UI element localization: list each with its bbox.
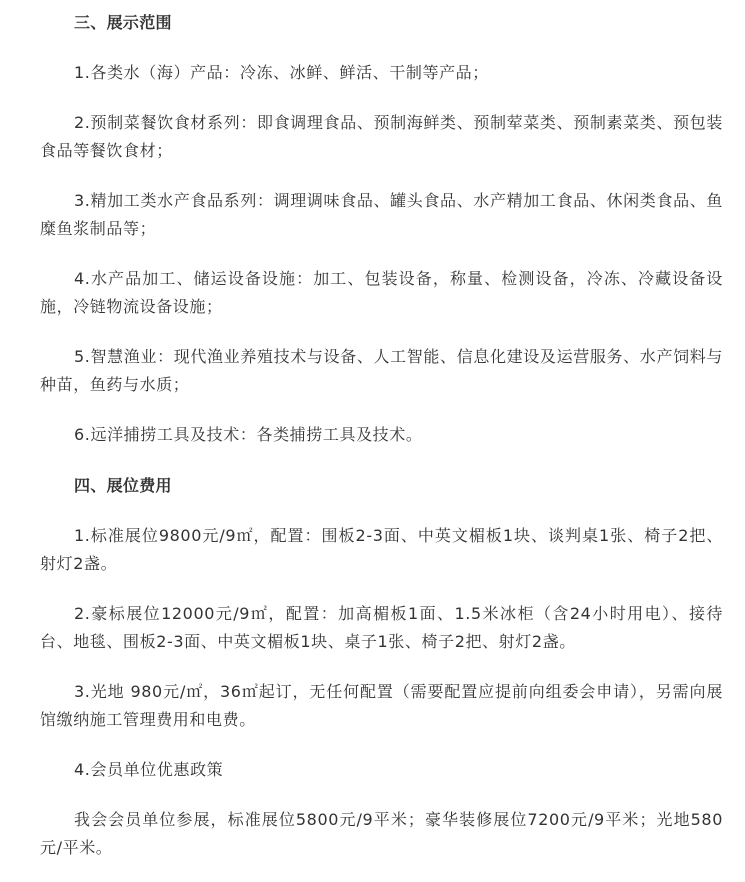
exhibit-scope-item-6: 6.远洋捕捞工具及技术：各类捕捞工具及技术。 bbox=[74, 425, 423, 444]
exhibit-scope-item-3: 3.精加工类水产食品系列：调理调味食品、罐头食品、水产精加工食品、休闲类食品、鱼糜鱼浆制品等； bbox=[40, 191, 723, 238]
exhibit-scope-item-2: 2.预制菜餐饮食材系列：即食调理食品、预制海鲜类、预制荤菜类、预制素菜类、预包装食品等餐饮食材； bbox=[40, 113, 723, 160]
booth-fee-item-3: 3.光地 980元/㎡，36㎡起订，无任何配置（需要配置应提前向组委会申请），另需向展馆缴纳施工管理费用和电费。 bbox=[40, 682, 723, 729]
section-heading-exhibit-scope: 三、展示范围 bbox=[74, 13, 172, 32]
booth-fee-item-1: 1.标准展位9800元/9㎡，配置：围板2-3面、中英文楣板1块、谈判桌1张、椅子2把、射灯2盏。 bbox=[40, 526, 723, 573]
booth-fee-item-5: 我会会员单位参展，标准展位5800元/9平米；豪华装修展位7200元/9平米；光地580元/平米。 bbox=[40, 810, 723, 857]
booth-fee-item-4: 4.会员单位优惠政策 bbox=[74, 760, 224, 779]
booth-fee-item-2: 2.豪标展位12000元/9㎡，配置：加高楣板1面、1.5米冰柜（含24小时用电）、接待台、地毯、围板2-3面、中英文楣板1块、桌子1张、椅子2把、射灯2盏。 bbox=[40, 604, 723, 651]
section-heading-booth-fees: 四、展位费用 bbox=[74, 476, 172, 495]
exhibit-scope-item-4: 4.水产品加工、储运设备设施：加工、包装设备，称量、检测设备，冷冻、冷藏设备设施，冷链物流设备设施； bbox=[40, 269, 723, 316]
exhibit-scope-item-1: 1.各类水（海）产品：冷冻、冰鲜、鲜活、干制等产品； bbox=[74, 63, 489, 82]
exhibit-scope-item-5: 5.智慧渔业：现代渔业养殖技术与设备、人工智能、信息化建设及运营服务、水产饲料与种苗，鱼药与水质； bbox=[40, 347, 723, 394]
